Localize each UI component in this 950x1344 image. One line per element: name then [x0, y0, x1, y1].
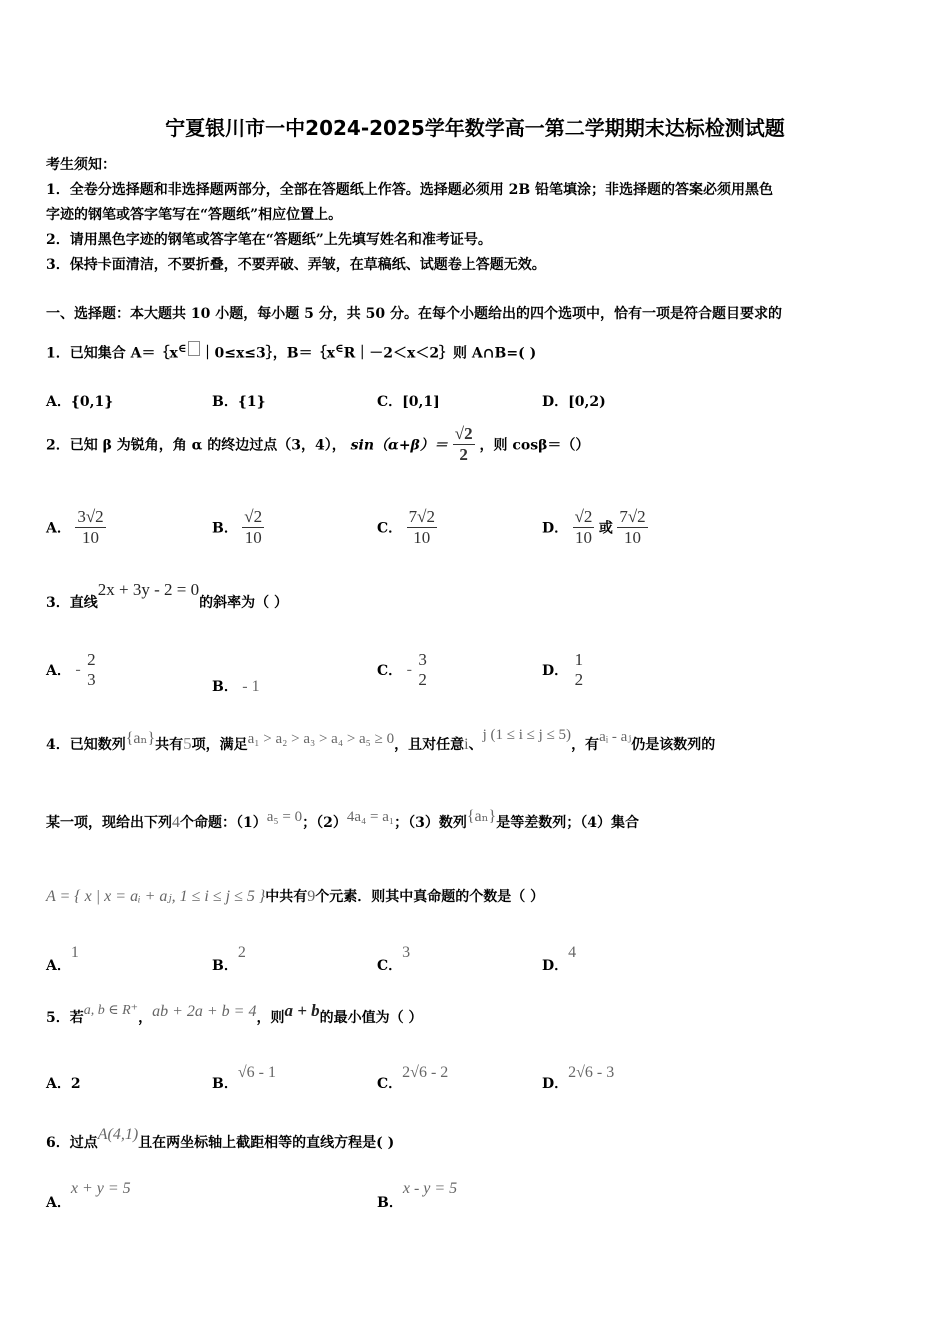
q6-stem: 6．过点A(4,1)且在两坐标轴上截距相等的直线方程是( ) — [46, 1126, 395, 1151]
q4-stem-line-2: 某一项，现给出下列4个命题：（1）a₅ = 0；（2）4a₄ = a₁；（3）数列{aₙ}是等差数列；（4）集合 — [46, 808, 639, 831]
q1-elem-symbol-1: ∈ — [177, 341, 187, 355]
q3-option-d[interactable]: D． 1 2 — [542, 650, 584, 689]
q2-option-d-fraction-1: $\frac{√2}{10}$ — [574, 507, 593, 547]
q2-stem-b: sin（α+β）＝ — [350, 437, 448, 454]
notice-line-3: 3．保持卡面清洁，不要折叠，不要弄破、弄皱，在草稿纸、试题卷上答题无效。 — [46, 257, 546, 273]
q4-option-b[interactable]: B．2 — [212, 944, 246, 974]
notice-line-1a: 1．全卷分选择题和非选择题两部分，全部在答题纸上作答。选择题必须用 2B 铅笔填涂；非选择题的答案必须用黑色 — [46, 182, 774, 198]
q5-stem: 5．若a, b ∈ R⁺，ab + 2a + b = 4，则a + b的最小值为（ ） — [46, 1001, 423, 1026]
q1-stem-e: R｜－2＜x＜2｝则 A∩B=( ) — [343, 345, 537, 362]
notice-heading: 考生须知： — [46, 157, 116, 173]
q3-option-b[interactable]: B． - 1 — [212, 678, 260, 695]
q2-option-d[interactable]: D． $\frac{√2}{10}$ 或 $\frac{7√2}{10}$ — [542, 507, 646, 547]
q6-option-a[interactable]: A．x + y = 5 — [46, 1180, 131, 1211]
q2-fraction: $\frac{√2}{2}$ — [454, 424, 473, 464]
q4-option-d[interactable]: D．4 — [542, 944, 577, 974]
notice-line-2: 2．请用黑色字迹的钢笔或答字笔在“答题纸”上先填写姓名和准考证号。 — [46, 232, 492, 248]
q1-option-a[interactable]: A．{0,1} — [46, 394, 114, 410]
q2-stem-a: 2．已知 β 为锐角，角 α 的终边过点（3，4）， — [46, 437, 346, 454]
q2-option-c[interactable]: C． $\frac{7√2}{10}$ — [377, 507, 435, 547]
q5-option-b[interactable]: B．√6 - 1 — [212, 1064, 276, 1092]
q6-option-b[interactable]: B．x - y = 5 — [377, 1180, 458, 1211]
q5-expression: a + b — [284, 1001, 320, 1020]
q6-point: A(4,1) — [97, 1126, 139, 1143]
q1-elem-symbol-2: ∈ — [334, 341, 344, 355]
q5-option-c[interactable]: C．2√6 - 2 — [377, 1064, 449, 1092]
q3-option-a[interactable]: A． - 2 3 — [46, 650, 96, 689]
q2-option-a[interactable]: A． $\frac{3√2}{10}$ — [46, 507, 104, 547]
q4-difference: aᵢ - aⱼ — [599, 729, 632, 745]
q4-option-c[interactable]: C．3 — [377, 944, 411, 974]
q2-option-c-fraction: $\frac{7√2}{10}$ — [408, 507, 435, 547]
q4-stem-line-1: 4．已知数列{aₙ}共有5项，满足a₁ > a₂ > a₃ > a₄ > a₅ ≥ 0，且对任意i、j (1 ≤ i ≤ j ≤ 5)，有aᵢ - aⱼ仍是该数列的 — [46, 727, 716, 753]
q1-option-d[interactable]: D．[0,2) — [542, 394, 606, 410]
page-title: 宁夏银川市一中2024-2025学年数学高一第二学期期末达标检测试题 — [165, 116, 785, 140]
q4-stem-line-3: A = { x | x = aᵢ + aⱼ, 1 ≤ i ≤ j ≤ 5 }中共有9个元素．则其中真命题的个数是（ ） — [46, 888, 545, 905]
q1-stem-c: ｜0≤x≤3｝，B＝｛x — [200, 345, 335, 362]
q4-sequence-2: {aₙ} — [466, 808, 497, 825]
section-heading: 一、选择题：本大题共 10 小题，每小题 5 分，共 50 分。在每个小题给出的四个选项中，恰有一项是符合题目要求的 — [46, 306, 782, 322]
q2-stem — [46, 424, 589, 465]
missing-glyph-icon — [188, 341, 200, 356]
q4-proposition-2: 4a₄ = a₁ — [346, 809, 395, 825]
q4-inequality: a₁ > a₂ > a₃ > a₄ > a₅ ≥ 0 — [247, 731, 395, 747]
q2-option-b[interactable]: B． $\frac{√2}{10}$ — [212, 507, 263, 547]
q1-stem — [46, 341, 536, 363]
q4-sequence: {aₙ} — [125, 730, 156, 747]
q5-condition-2: ab + 2a + b = 4 — [152, 1003, 257, 1020]
q2-option-a-fraction: $\frac{3√2}{10}$ — [77, 507, 104, 547]
q3-option-a-fraction: 2 3 — [87, 650, 96, 689]
q3-option-d-fraction: 1 2 — [574, 650, 584, 689]
q3-stem: 3．直线2x + 3y - 2 = 0的斜率为（ ） — [46, 580, 288, 611]
q1-stem-a: 1．已知集合 A＝｛x — [46, 345, 178, 362]
q1-option-c[interactable]: C．[0,1] — [377, 394, 440, 410]
q5-condition-1: a, b ∈ R⁺ — [83, 1003, 139, 1018]
q4-option-a[interactable]: A．1 — [46, 944, 79, 974]
q5-option-a[interactable]: A．2 — [46, 1076, 81, 1092]
q2-option-d-fraction-2: $\frac{7√2}{10}$ — [619, 507, 646, 547]
q3-option-c-fraction: 3 2 — [418, 650, 427, 689]
q5-option-d[interactable]: D．2√6 - 3 — [542, 1064, 615, 1092]
q4-set-a: A = { x | x = aᵢ + aⱼ, 1 ≤ i ≤ j ≤ 5 } — [46, 888, 266, 905]
q2-stem-c: ，则 cosβ＝（） — [479, 437, 590, 454]
q3-equation: 2x + 3y - 2 = 0 — [97, 580, 200, 599]
q2-option-b-fraction: $\frac{√2}{10}$ — [244, 507, 263, 547]
q4-proposition-1: a₅ = 0 — [266, 809, 303, 825]
notice-line-1b: 字迹的钢笔或答字笔写在“答题纸”相应位置上。 — [46, 207, 343, 223]
q3-option-c[interactable]: C． - 3 2 — [377, 650, 427, 689]
q1-option-b[interactable]: B．{1} — [212, 394, 266, 410]
q4-index-range: j (1 ≤ i ≤ j ≤ 5) — [482, 727, 572, 743]
